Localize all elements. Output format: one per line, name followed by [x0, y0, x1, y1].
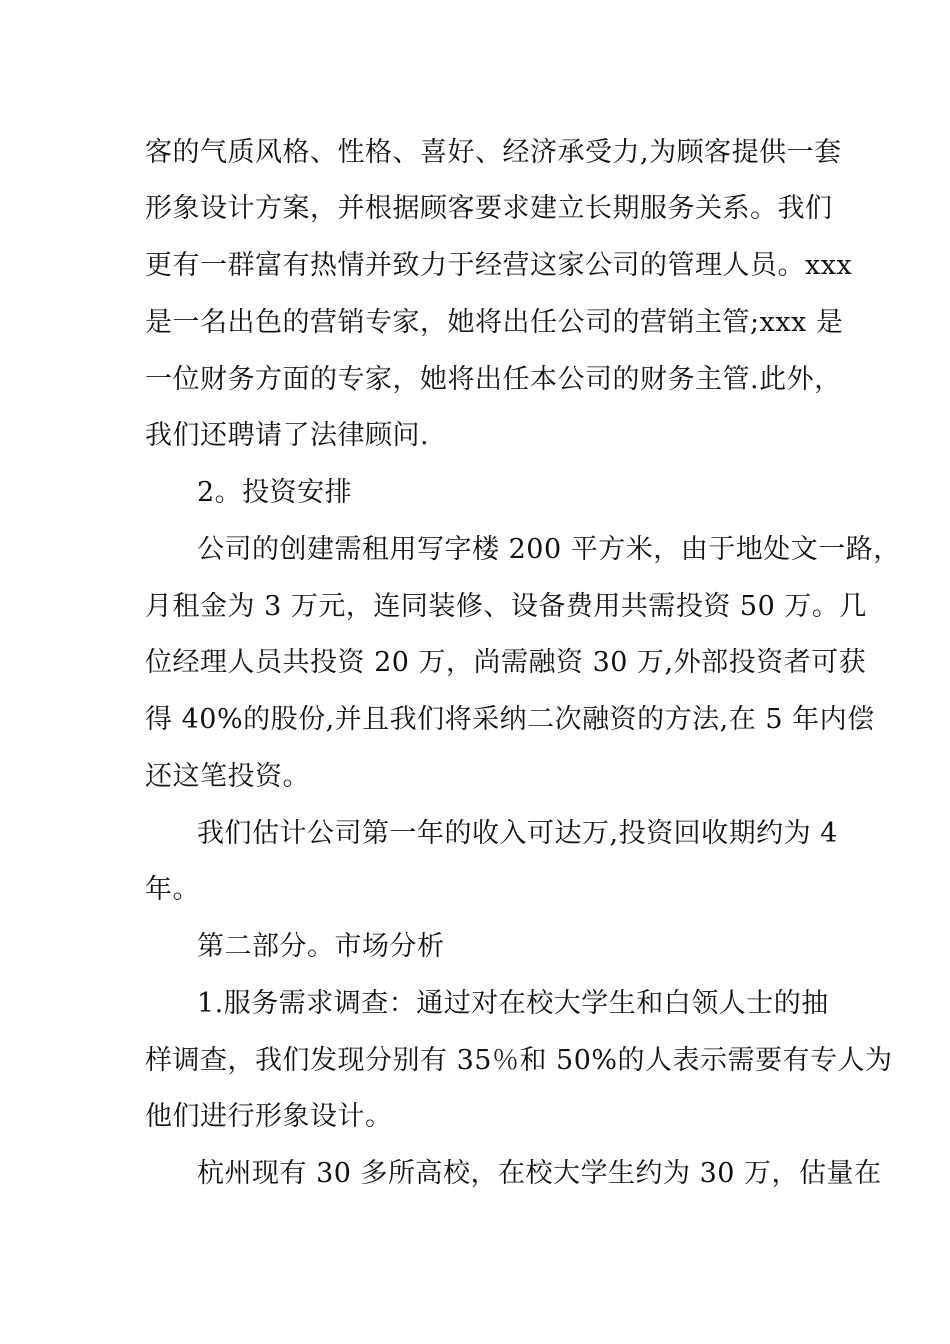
text-line: 一位财务方面的专家，她将出任本公司的财务主管.此外，: [145, 364, 842, 395]
text-line: 客的气质风格、性格、喜好、经济承受力,为顾客提供一套: [145, 137, 842, 168]
text-line: 位经理人员共投资 20 万，尚需融资 30 万,外部投资者可获: [145, 647, 867, 678]
text-line: 年。: [145, 874, 200, 905]
text-line: 公司的创建需租用写字楼 200 平方米，由于地处文一路，: [197, 534, 901, 565]
text-line: 杭州现有 30 多所高校，在校大学生约为 30 万，估量在: [197, 1158, 882, 1189]
text-line: 更有一群富有热情并致力于经营这家公司的管理人员。xxx: [145, 250, 853, 281]
text-line: 1.服务需求调查：通过对在校大学生和白领人士的抽: [197, 988, 829, 1019]
text-line: 还这笔投资。: [145, 761, 310, 792]
text-line: 他们进行形象设计。: [145, 1101, 393, 1132]
section-heading: 2。投资安排: [197, 477, 353, 508]
text-line: 月租金为 3 万元，连同装修、设备费用共需投资 50 万。几: [145, 591, 867, 622]
text-line: 我们还聘请了法律顾问.: [145, 420, 430, 451]
text-line: 样调查，我们发现分别有 35％和 50%的人表示需要有专人为: [145, 1045, 893, 1076]
text-line: 是一名出色的营销专家，她将出任公司的营销主管;xxx 是: [145, 307, 844, 338]
text-line: 形象设计方案，并根据顾客要求建立长期服务关系。我们: [145, 193, 833, 224]
text-line: 我们估计公司第一年的收入可达万,投资回收期约为 4: [197, 818, 838, 849]
section-heading: 第二部分。市场分析: [197, 931, 445, 962]
text-line: 得 40%的股份,并且我们将采纳二次融资的方法,在 5 年内偿: [145, 704, 875, 735]
